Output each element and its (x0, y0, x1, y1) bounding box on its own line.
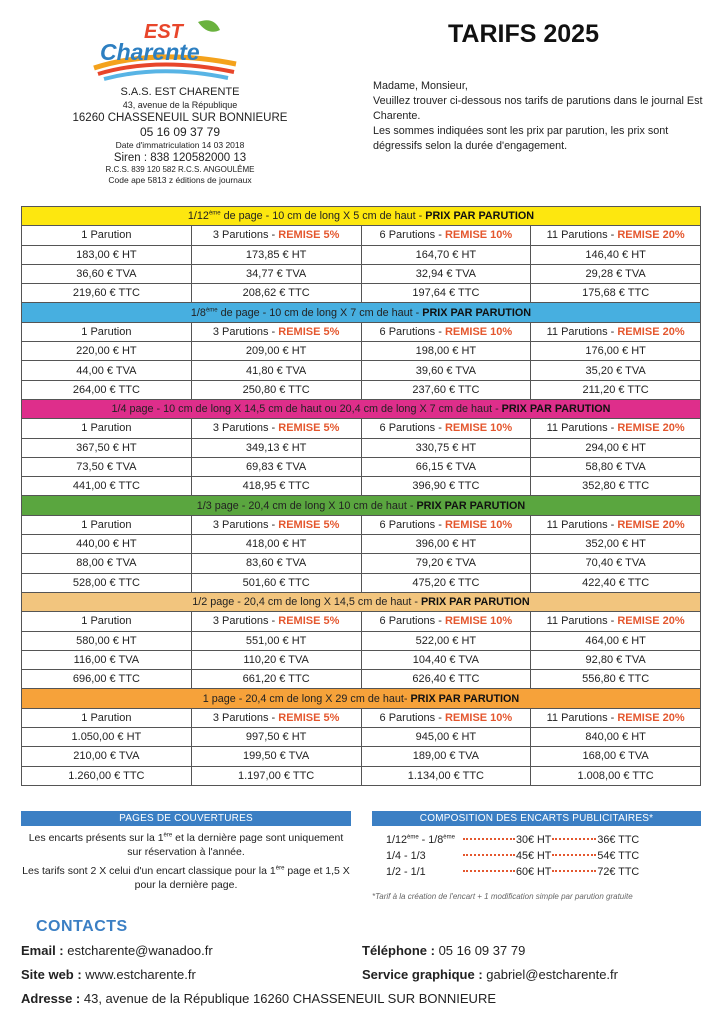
table-row (22, 477, 701, 496)
column-header-row (22, 322, 701, 341)
email-link[interactable]: estcharente@wanadoo.fr (67, 943, 213, 958)
company-info (20, 86, 340, 186)
column-header: 3 Parutions - REMISE 5% (191, 612, 361, 631)
column-header: 3 Parutions - REMISE 5% (191, 226, 361, 245)
price-cell: 464,00 € HT (531, 631, 701, 650)
section-header-row (22, 399, 701, 418)
company-city: 16260 CHASSENEUIL SUR BONNIEURE (72, 112, 288, 124)
intro-text (373, 79, 703, 153)
table-row (22, 631, 701, 650)
discount-label: REMISE 20% (617, 229, 685, 242)
company-siren: Siren : 838 120582000 13 (113, 152, 247, 164)
encarts-title-bar: COMPOSITION DES ENCARTS PUBLICITAIRES* (372, 811, 701, 826)
phone-number: 05 16 09 37 79 (438, 943, 526, 958)
price-cell: 199,50 € TVA (191, 747, 361, 766)
table-row (22, 457, 701, 476)
price-cell: 367,50 € HT (22, 438, 192, 457)
discount-label: REMISE 5% (278, 518, 340, 531)
pricing-table (21, 206, 701, 786)
price-cell: 208,62 € TTC (191, 284, 361, 303)
table-row (22, 245, 701, 264)
price-cell: 237,60 € TTC (361, 380, 531, 399)
encart-row: 1/12ème - 1/8ème 30€ HT 36€ TTC (386, 834, 640, 846)
dotted-leader (463, 854, 515, 856)
section-header: 1/2 page - 20,4 cm de long X 14,5 cm de haut - PRIX PAR PARUTION (22, 592, 701, 611)
pricing-section (22, 689, 701, 785)
encart-row: 1/4 - 1/3 45€ HT 54€ TTC (386, 850, 640, 863)
est-charente-logo (86, 18, 246, 84)
contact-email: Email : estcharente@wanadoo.fr (21, 943, 213, 958)
discount-label: REMISE 5% (278, 615, 340, 628)
column-header: 1 Parution (22, 322, 192, 341)
discount-label: REMISE 10% (444, 422, 513, 435)
website-link[interactable]: www.estcharente.fr (85, 967, 196, 982)
column-header: 11 Parutions - REMISE 20% (531, 419, 701, 438)
price-cell: 168,00 € TVA (531, 747, 701, 766)
price-cell: 220,00 € HT (22, 342, 192, 361)
encart-row: 1/2 - 1/1 60€ HT 72€ TTC (386, 866, 640, 879)
logo-text-charente: Charente (100, 39, 200, 65)
discount-label: REMISE 10% (444, 518, 513, 531)
column-header: 3 Parutions - REMISE 5% (191, 515, 361, 534)
section-header-row (22, 592, 701, 611)
company-ape: Code ape 5813 z éditions de journaux (108, 175, 252, 186)
column-header: 6 Parutions - REMISE 10% (361, 419, 531, 438)
column-header: 3 Parutions - REMISE 5% (191, 708, 361, 727)
section-header-row (22, 496, 701, 515)
price-cell: 146,40 € HT (531, 245, 701, 264)
price-cell: 92,80 € TVA (531, 650, 701, 669)
column-header: 1 Parution (22, 226, 192, 245)
company-name: S.A.S. EST CHARENTE (120, 86, 240, 98)
price-cell: 626,40 € TTC (361, 670, 531, 689)
price-cell: 580,00 € HT (22, 631, 192, 650)
table-row (22, 380, 701, 399)
price-cell: 79,20 € TVA (361, 554, 531, 573)
column-header-row (22, 419, 701, 438)
price-cell: 422,40 € TTC (531, 573, 701, 592)
price-cell: 696,00 € TTC (22, 670, 192, 689)
section-header: 1/12ème de page - 10 cm de long X 5 cm de haut - PRIX PAR PARUTION (22, 207, 701, 226)
column-header: 11 Parutions - REMISE 20% (531, 708, 701, 727)
table-row (22, 766, 701, 785)
price-cell: 73,50 € TVA (22, 457, 192, 476)
address-text: 43, avenue de la République 16260 CHASSENEUIL SUR BONNIEURE (83, 991, 496, 1006)
dotted-leader (552, 838, 596, 840)
table-row (22, 670, 701, 689)
intro-paragraph-2: Les sommes indiquées sont les prix par parution, les prix sont dégressifs selon la durée d'engagement. (373, 124, 669, 152)
price-cell: 551,00 € HT (191, 631, 361, 650)
column-header: 11 Parutions - REMISE 20% (531, 515, 701, 534)
price-cell: 183,00 € HT (22, 245, 192, 264)
column-header: 6 Parutions - REMISE 10% (361, 226, 531, 245)
company-street: 43, avenue de la République (122, 99, 238, 110)
discount-label: REMISE 10% (444, 615, 513, 628)
dotted-leader (463, 870, 515, 872)
intro-paragraph-1: Veuillez trouver ci-dessous nos tarifs de parutions dans le journal Est Charente. (373, 94, 703, 122)
price-cell: 175,68 € TTC (531, 284, 701, 303)
company-rcs: R.C.S. 839 120 582 R.C.S. ANGOULÊME (105, 165, 255, 175)
discount-label: REMISE 10% (444, 229, 513, 242)
column-header: 1 Parution (22, 612, 192, 631)
dotted-leader (552, 870, 596, 872)
price-cell: 501,60 € TTC (191, 573, 361, 592)
price-cell: 58,80 € TVA (531, 457, 701, 476)
contacts-title: CONTACTS (36, 918, 128, 935)
price-cell: 66,15 € TVA (361, 457, 531, 476)
price-cell: 418,00 € HT (191, 535, 361, 554)
discount-label: REMISE 20% (617, 422, 685, 435)
price-cell: 840,00 € HT (531, 728, 701, 747)
encarts-list (386, 832, 639, 881)
price-cell: 32,94 € TVA (361, 264, 531, 283)
contact-phone: Téléphone : 05 16 09 37 79 (362, 943, 526, 958)
price-cell: 35,20 € TVA (531, 361, 701, 380)
couvertures-text (21, 831, 351, 897)
column-header-row (22, 515, 701, 534)
discount-label: REMISE 20% (617, 615, 685, 628)
price-cell: 198,00 € HT (361, 342, 531, 361)
price-cell: 1.260,00 € TTC (22, 766, 192, 785)
section-header: 1 page - 20,4 cm de long X 29 cm de haut- PRIX PAR PARUTION (22, 689, 701, 708)
column-header: 11 Parutions - REMISE 20% (531, 612, 701, 631)
price-cell: 70,40 € TVA (531, 554, 701, 573)
column-header: 6 Parutions - REMISE 10% (361, 612, 531, 631)
price-cell: 116,00 € TVA (22, 650, 192, 669)
column-header: 6 Parutions - REMISE 10% (361, 708, 531, 727)
table-row (22, 438, 701, 457)
price-cell: 211,20 € TTC (531, 380, 701, 399)
price-cell: 164,70 € HT (361, 245, 531, 264)
price-cell: 945,00 € HT (361, 728, 531, 747)
column-header: 3 Parutions - REMISE 5% (191, 419, 361, 438)
price-cell: 997,50 € HT (191, 728, 361, 747)
discount-label: REMISE 10% (444, 325, 513, 338)
intro-greeting: Madame, Monsieur, (373, 80, 468, 92)
table-row (22, 573, 701, 592)
price-cell: 330,75 € HT (361, 438, 531, 457)
contact-address: Adresse : 43, avenue de la République 16260 CHASSENEUIL SUR BONNIEURE (21, 991, 496, 1006)
price-cell: 1.134,00 € TTC (361, 766, 531, 785)
price-cell: 250,80 € TTC (191, 380, 361, 399)
column-header-row (22, 708, 701, 727)
price-cell: 69,83 € TVA (191, 457, 361, 476)
price-cell: 441,00 € TTC (22, 477, 192, 496)
price-cell: 197,64 € TTC (361, 284, 531, 303)
section-header-row (22, 207, 701, 226)
discount-label: REMISE 5% (278, 229, 340, 242)
table-row (22, 264, 701, 283)
price-cell: 396,00 € HT (361, 535, 531, 554)
section-header-row (22, 303, 701, 322)
section-header-row (22, 689, 701, 708)
price-cell: 349,13 € HT (191, 438, 361, 457)
table-row (22, 554, 701, 573)
pricing-section (22, 303, 701, 399)
price-cell: 39,60 € TVA (361, 361, 531, 380)
price-cell: 294,00 € HT (531, 438, 701, 457)
price-cell: 104,40 € TVA (361, 650, 531, 669)
price-cell: 440,00 € HT (22, 535, 192, 554)
table-row (22, 535, 701, 554)
column-header: 6 Parutions - REMISE 10% (361, 322, 531, 341)
logo-text-est: EST (144, 21, 183, 43)
graphic-service-email-link[interactable]: gabriel@estcharente.fr (486, 967, 618, 982)
contact-graphic-service: Service graphique : gabriel@estcharente.fr (362, 967, 618, 982)
table-row (22, 650, 701, 669)
pricing-section (22, 207, 701, 303)
column-header-row (22, 226, 701, 245)
table-row (22, 361, 701, 380)
column-header: 11 Parutions - REMISE 20% (531, 226, 701, 245)
discount-label: REMISE 20% (617, 325, 685, 338)
price-cell: 522,00 € HT (361, 631, 531, 650)
dotted-leader (463, 838, 515, 840)
couvertures-title-bar: PAGES DE COUVERTURES (21, 811, 351, 826)
column-header: 1 Parution (22, 419, 192, 438)
price-cell: 1.050,00 € HT (22, 728, 192, 747)
price-cell: 556,80 € TTC (531, 670, 701, 689)
price-cell: 44,00 € TVA (22, 361, 192, 380)
price-cell: 264,00 € TTC (22, 380, 192, 399)
price-cell: 110,20 € TVA (191, 650, 361, 669)
price-cell: 418,95 € TTC (191, 477, 361, 496)
price-cell: 173,85 € HT (191, 245, 361, 264)
section-header: 1/4 page - 10 cm de long X 14,5 cm de haut ou 20,4 cm de long X 7 cm de haut - PRIX PAR PARUTION (22, 399, 701, 418)
column-header: 3 Parutions - REMISE 5% (191, 322, 361, 341)
price-cell: 41,80 € TVA (191, 361, 361, 380)
couvertures-paragraph-1: Les encarts présents sur la 1ère et la dernière page sont uniquement sur réservation à l'année. (28, 832, 344, 859)
discount-label: REMISE 5% (278, 711, 340, 724)
table-row (22, 284, 701, 303)
price-cell: 396,90 € TTC (361, 477, 531, 496)
price-cell: 88,00 € TVA (22, 554, 192, 573)
section-header: 1/8ème de page - 10 cm de long X 7 cm de haut - PRIX PAR PARUTION (22, 303, 701, 322)
contact-website: Site web : www.estcharente.fr (21, 967, 196, 982)
price-cell: 1.008,00 € TTC (531, 766, 701, 785)
price-cell: 475,20 € TTC (361, 573, 531, 592)
discount-label: REMISE 20% (617, 711, 685, 724)
price-cell: 210,00 € TVA (22, 747, 192, 766)
section-header: 1/3 page - 20,4 cm de long X 10 cm de haut - PRIX PAR PARUTION (22, 496, 701, 515)
price-cell: 29,28 € TVA (531, 264, 701, 283)
price-cell: 661,20 € TTC (191, 670, 361, 689)
column-header-row (22, 612, 701, 631)
pricing-section (22, 399, 701, 495)
discount-label: REMISE 5% (278, 325, 340, 338)
price-cell: 528,00 € TTC (22, 573, 192, 592)
price-cell: 209,00 € HT (191, 342, 361, 361)
price-cell: 219,60 € TTC (22, 284, 192, 303)
table-row (22, 747, 701, 766)
price-cell: 352,80 € TTC (531, 477, 701, 496)
table-row (22, 728, 701, 747)
price-cell: 189,00 € TVA (361, 747, 531, 766)
discount-label: REMISE 10% (444, 711, 513, 724)
column-header: 1 Parution (22, 515, 192, 534)
encarts-note: *Tarif à la création de l'encart + 1 modification simple par parution gratuite (372, 892, 633, 901)
company-phone: 05 16 09 37 79 (139, 125, 221, 140)
price-cell: 36,60 € TVA (22, 264, 192, 283)
pricing-section (22, 496, 701, 592)
company-registration: Date d'immatriculation 14 03 2018 (115, 140, 245, 151)
discount-label: REMISE 20% (617, 518, 685, 531)
page-title: TARIFS 2025 (448, 20, 599, 48)
table-row (22, 342, 701, 361)
price-cell: 1.197,00 € TTC (191, 766, 361, 785)
couvertures-paragraph-2: Les tarifs sont 2 X celui d'un encart classique pour la 1ère page et 1,5 X pour la dernière page. (22, 864, 350, 892)
dotted-leader (552, 854, 596, 856)
price-cell: 34,77 € TVA (191, 264, 361, 283)
price-cell: 176,00 € HT (531, 342, 701, 361)
price-cell: 83,60 € TVA (191, 554, 361, 573)
price-cell: 352,00 € HT (531, 535, 701, 554)
pricing-section (22, 592, 701, 688)
column-header: 6 Parutions - REMISE 10% (361, 515, 531, 534)
discount-label: REMISE 5% (278, 422, 340, 435)
column-header: 11 Parutions - REMISE 20% (531, 322, 701, 341)
column-header: 1 Parution (22, 708, 192, 727)
